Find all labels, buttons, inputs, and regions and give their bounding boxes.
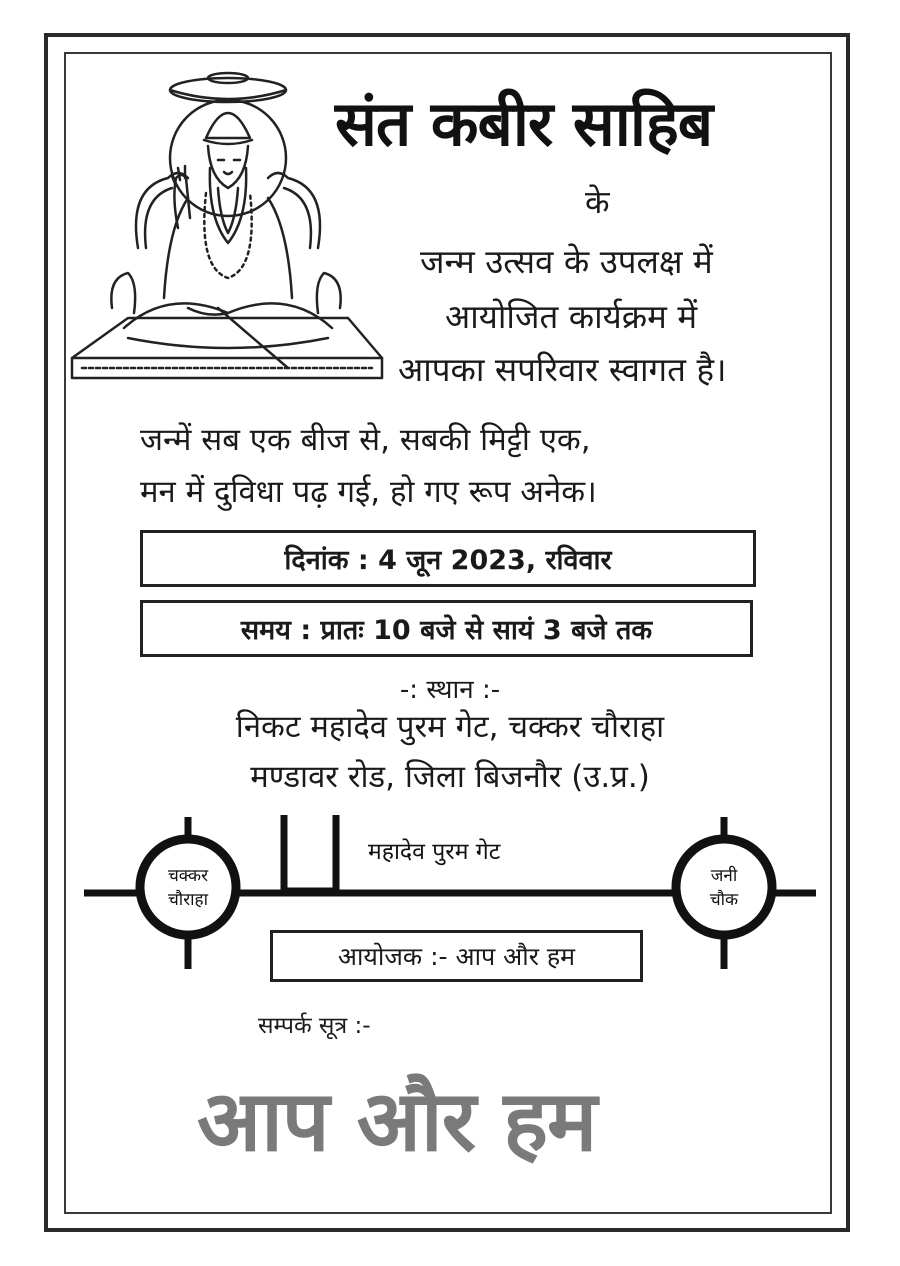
time-box: [140, 600, 753, 657]
organizer-box: [270, 930, 643, 982]
organizer-text: आयोजक :- आप और हम: [337, 942, 576, 971]
left-circle-label-1: चक्कर: [167, 866, 209, 886]
venue-line-1: निकट महादेव पुरम गेट, चक्कर चौराहा: [235, 709, 665, 745]
jani-chowk-circle: [676, 839, 772, 935]
venue-line-2: मण्डावर रोड, जिला बिजनौर (उ.प्र.): [250, 759, 650, 795]
gate-label: महादेव पुरम गेट: [368, 839, 501, 865]
right-circle-label-1: जनी: [710, 866, 738, 886]
invitation-line-3: आपका सपरिवार स्वागत है।: [398, 350, 727, 389]
mahadev-puram-gate-shape: [284, 815, 336, 891]
doha-line-1: जन्में सब एक बीज से, सबकी मिट्टी एक,: [140, 422, 591, 458]
chakkar-chauraha-circle: [140, 839, 236, 935]
right-circle-label-2: चौक: [709, 890, 739, 910]
invitation-line-2: आयोजित कार्यक्रम में: [445, 297, 698, 336]
time-text: समय : प्रातः 10 बजे से सायं 3 बजे तक: [240, 615, 653, 646]
contact-value: आप और हम: [197, 1072, 597, 1170]
invitation-line-1: जन्म उत्सव के उपलक्ष में: [420, 242, 713, 281]
doha-line-2: मन में दुविधा पढ़ गई, हो गए रूप अनेक।: [140, 474, 597, 510]
contact-label: सम्पर्क सूत्र :-: [258, 1013, 371, 1039]
left-circle-label-2: चौराहा: [168, 890, 208, 910]
date-text: दिनांक : 4 जून 2023, रविवार: [284, 545, 612, 576]
page-title: संत कबीर साहिब: [335, 87, 713, 160]
date-box: [140, 530, 756, 587]
connector-text: के: [585, 183, 610, 221]
venue-heading: -: स्थान :-: [399, 675, 501, 705]
